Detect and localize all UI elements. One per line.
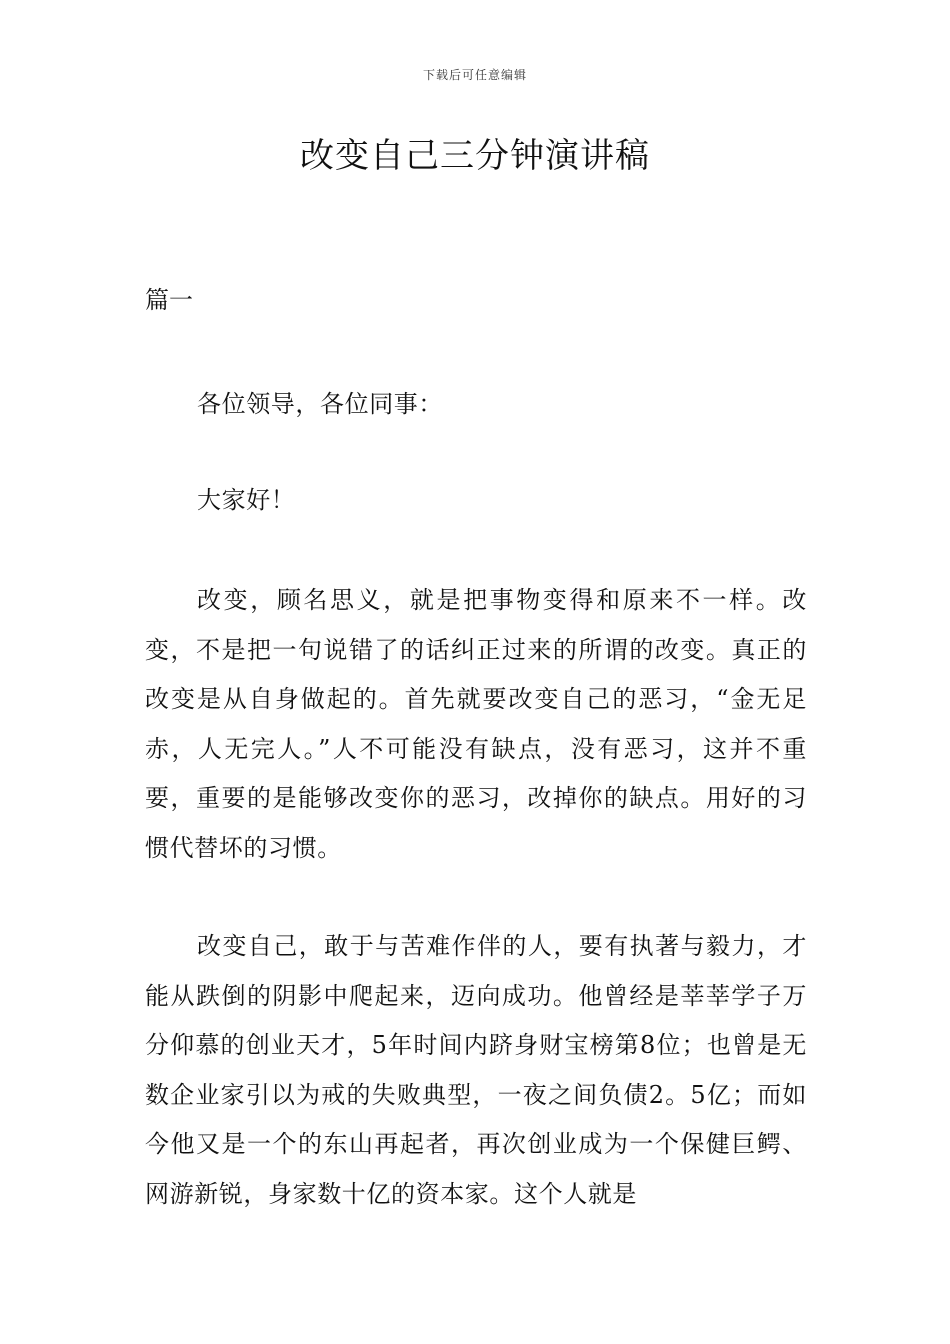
hello-paragraph: 大家好！ [197,486,296,514]
header-note: 下载后可任意编辑 [422,68,527,82]
body-paragraph-2: 改变自己，敢于与苦难作伴的人，要有执著与毅力，才能从跌倒的阴影中爬起来，迈向成功。他曾经是莘莘学子万分仰慕的创业天才，5年时间内跻身财宝榜第8位；也曾是无数企业家引以为戒的失败典型，一夜之间负债2。5亿；而如今他又是一个的东山再起者，再次创业成为一个保健巨鳄、网游新锐，身家数十亿的资本家。这个人就是 [145,932,807,1208]
page-title: 改变自己三分钟演讲稿 [300,136,650,176]
greeting-paragraph: 各位领导，各位同事： [197,390,443,418]
section-label: 篇一 [145,286,193,314]
body-paragraph-1: 改变，顾名思义，就是把事物变得和原来不一样。改变，不是把一句说错了的话纠正过来的所谓的改变。真正的改变是从自身做起的。首先就要改变自己的恶习，“金无足赤，人无完人。”人不可能没有缺点，没有恶习，这并不重要，重要的是能够改变你的恶习，改掉你的缺点。用好的习惯代替坏的习惯。 [145,586,807,862]
